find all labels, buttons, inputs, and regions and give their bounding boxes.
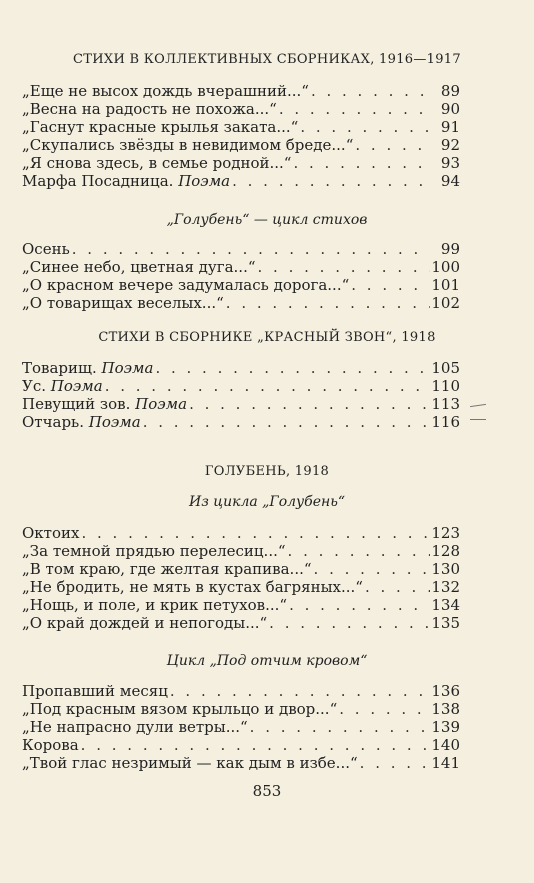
page-number: 853 [252,782,282,800]
toc-genre: Поэма [88,413,141,431]
toc-genre: Поэма [178,172,231,190]
toc-page: 102 [431,294,460,312]
toc-title: Марфа Посадница. [22,172,174,190]
toc-leader [353,136,430,154]
toc-leader [103,377,430,395]
toc-leader [79,736,430,754]
toc-entry [22,413,460,431]
toc-page: 93 [440,154,460,172]
toc-title: „Еще не высох дождь вчерашний...“ [22,82,309,100]
toc-leader [337,700,430,718]
subsection-heading-pod-otchim-krovom: Цикл „Под отчим кровом“ [166,653,368,669]
toc-entry [22,754,460,772]
toc-genre: Поэма [101,359,154,377]
toc-entry [22,82,460,100]
toc-entry [22,377,460,395]
subsection-heading-goluben-cycle: „Голубень“ — цикл стихов [166,212,368,228]
section-heading-collective: СТИХИ В КОЛЛЕКТИВНЫХ СБОРНИКАХ, 1916—1917 [73,52,461,67]
toc-entry [22,276,460,294]
toc-leader [287,596,430,614]
toc-leader [141,413,430,431]
toc-page: 135 [431,614,460,632]
toc-page: 136 [431,682,460,700]
toc-title: „Нощь, и поле, и крик петухов...“ [22,596,288,614]
toc-title: „Твой глас незримый — как дым в избе...“ [22,754,358,772]
toc-page: 92 [440,136,460,154]
toc-title: Товарищ. [22,359,97,377]
toc-page: 110 [431,377,460,395]
toc-title: „В том краю, где желтая крапива...“ [22,560,312,578]
toc-page: 113 [431,395,460,413]
toc-title: „Скупались звёзды в невидимом бреде...“ [22,136,354,154]
toc-page: 116 [431,413,460,431]
toc-title: „О товарищах веселых...“ [22,294,224,312]
toc-leader [70,240,430,258]
toc-entry [22,258,460,276]
toc-title: „Не бродить, не мять в кустах багряных...“ [22,578,363,596]
toc-entry [22,682,460,700]
toc-page: 89 [440,82,460,100]
toc-list-collective [22,82,460,190]
toc-title: „Не напрасно дули ветры...“ [22,718,248,736]
toc-leader [363,578,430,596]
toc-entry [22,578,460,596]
toc-title: „Гаснут красные крылья заката...“ [22,118,299,136]
toc-entry [22,118,460,136]
toc-leader [267,614,430,632]
toc-page: 105 [431,359,460,377]
toc-entry [22,172,460,190]
toc-page: 132 [431,578,460,596]
toc-title: „О край дождей и непогоды...“ [22,614,268,632]
toc-entry [22,395,460,413]
toc-list-krasny-zvon [22,359,460,431]
toc-leader [248,718,430,736]
toc-page: 128 [431,542,460,560]
toc-title: Корова [22,736,79,754]
toc-leader [256,258,430,276]
toc-leader [309,82,430,100]
pencil-mark [470,419,486,420]
toc-title: Пропавший месяц [22,682,168,700]
toc-page: 101 [431,276,460,294]
toc-title: Певущий зов. [22,395,131,413]
toc-entry [22,736,460,754]
toc-entry [22,359,460,377]
toc-entry [22,100,460,118]
subsection-heading-goluben-excerpt: Из цикла „Голубень“ [189,494,345,510]
toc-leader [358,754,430,772]
toc-list-golubeN-cycle [22,240,460,312]
toc-list-pod-otchim-krovom [22,682,460,772]
toc-leader [286,542,430,560]
toc-page: 99 [440,240,460,258]
toc-entry [22,718,460,736]
toc-title: Октоих [22,524,80,542]
toc-entry [22,700,460,718]
toc-entry [22,136,460,154]
toc-page: 100 [431,258,460,276]
toc-leader [79,524,430,542]
pencil-mark [470,404,486,407]
toc-page: 139 [431,718,460,736]
toc-page: 123 [431,524,460,542]
toc-page: 138 [431,700,460,718]
toc-title: „За темной прядью перелесиц...“ [22,542,286,560]
toc-leader [153,359,430,377]
toc-leader [168,682,430,700]
section-heading-goluben-1918: ГОЛУБЕНЬ, 1918 [204,464,330,479]
toc-title: „Я снова здесь, в семье родной...“ [22,154,292,172]
toc-genre: Поэма [50,377,103,395]
toc-page: 130 [431,560,460,578]
toc-title: „Синее небо, цветная дуга...“ [22,258,256,276]
toc-entry [22,294,460,312]
toc-title: „О красном вечере задумалась дорога...“ [22,276,350,294]
toc-title: Осень [22,240,70,258]
toc-entry [22,524,460,542]
toc-leader [230,172,430,190]
section-heading-krasny-zvon: СТИХИ В СБОРНИКЕ „КРАСНЫЙ ЗВОН“, 1918 [98,330,436,345]
toc-page: 140 [431,736,460,754]
toc-title: „Весна на радость не похожа...“ [22,100,277,118]
toc-entry [22,240,460,258]
toc-leader [224,294,430,312]
toc-leader [312,560,430,578]
toc-page: 141 [431,754,460,772]
toc-entry [22,614,460,632]
toc-leader [349,276,430,294]
toc-page: 91 [440,118,460,136]
toc-genre: Поэма [135,395,188,413]
toc-leader [298,118,430,136]
toc-entry [22,596,460,614]
toc-page: 134 [431,596,460,614]
toc-entry [22,542,460,560]
toc-title: Отчарь. [22,413,84,431]
toc-title: „Под красным вязом крыльцо и двор...“ [22,700,338,718]
toc-leader [291,154,430,172]
toc-title: Ус. [22,377,47,395]
toc-leader [187,395,430,413]
toc-list-goluben-excerpt [22,524,460,632]
toc-page: 90 [440,100,460,118]
toc-entry [22,154,460,172]
toc-page: 94 [440,172,460,190]
toc-leader [277,100,430,118]
toc-entry [22,560,460,578]
